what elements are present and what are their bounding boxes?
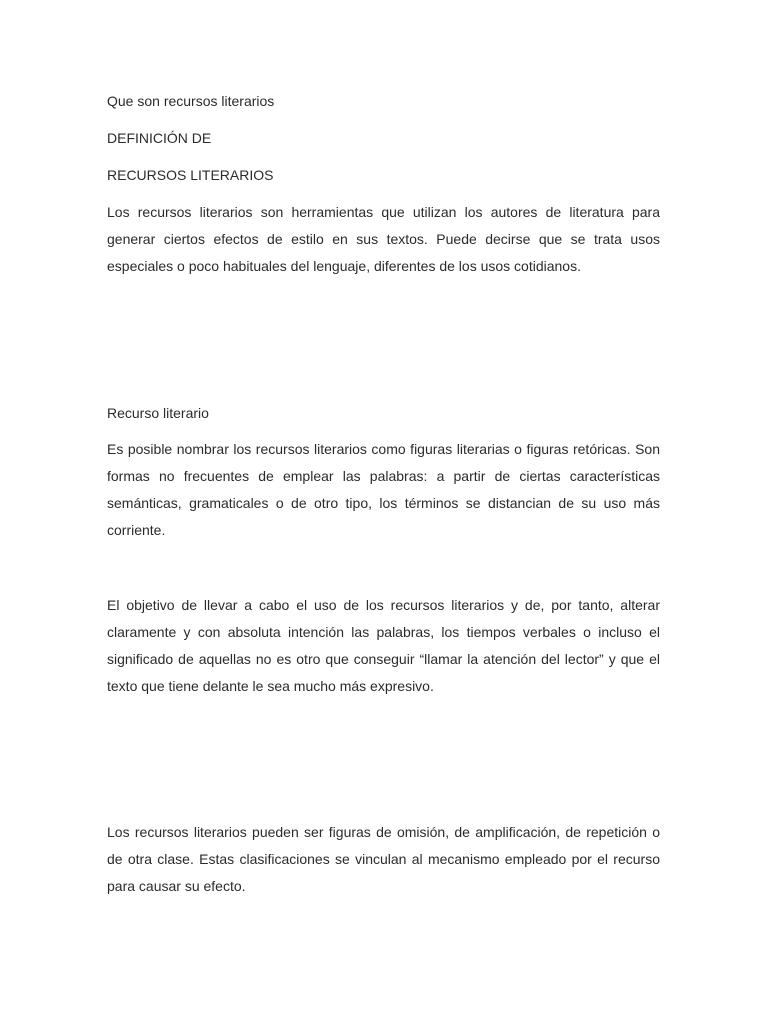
heading-line-1: DEFINICIÓN DE bbox=[107, 130, 212, 146]
subheading: Recurso literario bbox=[107, 405, 209, 421]
paragraph-1: Los recursos literarios son herramientas que utilizan los autores de literatura para generar ciertos efectos de estilo en sus textos. Puede decirse que se trata usos especiales o poco habituales del lenguaje, diferentes de los usos cotidianos. bbox=[107, 204, 660, 274]
paragraph-3: El objetivo de llevar a cabo el uso de los recursos literarios y de, por tanto, alterar claramente y con absoluta intención las palabras, los tiempos verbales o incluso el significado de aquellas no es otro que conseguir “llamar la atención del lector” y que el texto que tiene delante le sea mucho más expresivo. bbox=[107, 597, 660, 694]
paragraph-4: Los recursos literarios pueden ser figuras de omisión, de amplificación, de repetición o de otra clase. Estas clasificaciones se vinculan al mecanismo empleado por el recurso para causar su efecto. bbox=[107, 824, 660, 894]
document-title: Que son recursos literarios bbox=[107, 93, 275, 109]
heading-line-2: RECURSOS LITERARIOS bbox=[107, 167, 274, 183]
paragraph-2: Es posible nombrar los recursos literarios como figuras literarias o figuras retóricas. Son formas no frecuentes de emplear las palabras: a partir de ciertas características semánticas, gramaticales o de otro tipo, los términos se distancian de su uso más corriente. bbox=[107, 441, 660, 538]
